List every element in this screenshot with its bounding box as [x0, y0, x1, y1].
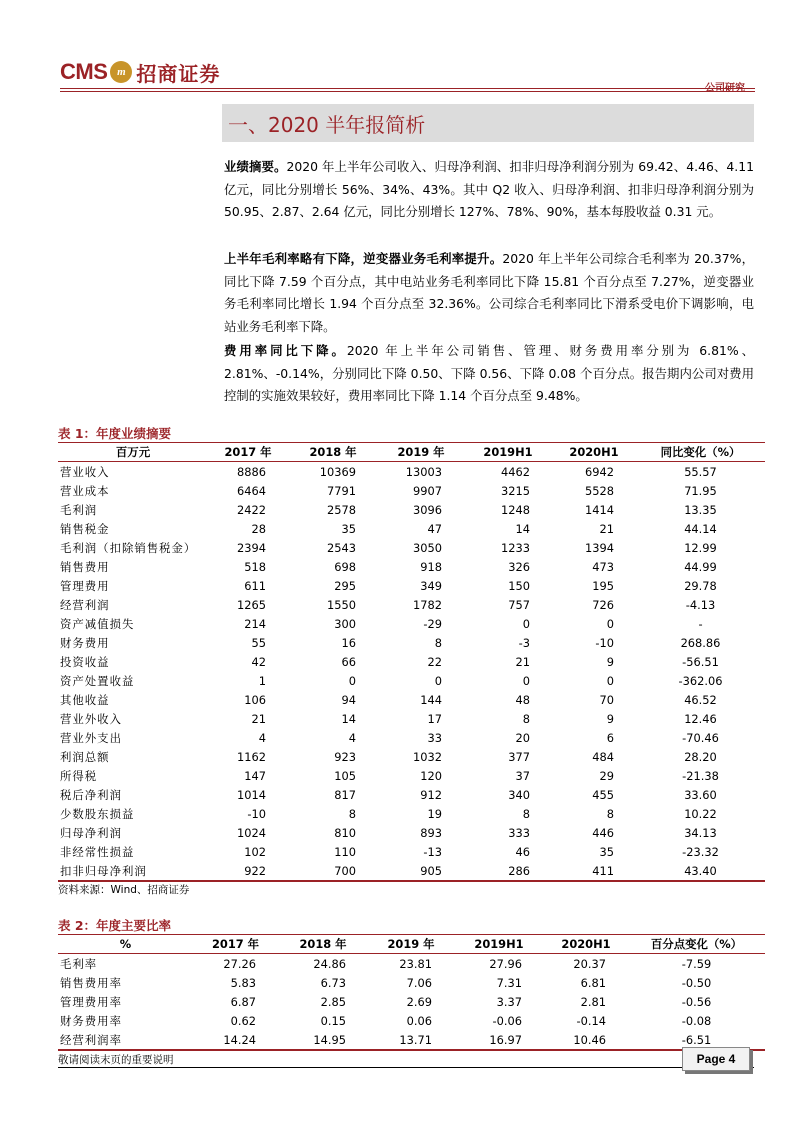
row-label: 资产处置收益: [60, 673, 135, 688]
table-cell: 6.81: [580, 975, 606, 990]
table-cell: 94: [341, 692, 356, 707]
table-cell: 27.96: [489, 956, 522, 971]
table-cell: 2.69: [406, 994, 432, 1009]
table-cell: 144: [420, 692, 442, 707]
table-cell: 1162: [237, 749, 266, 764]
table-cell: -10: [595, 635, 614, 650]
table-cell: 10.46: [544, 1030, 628, 1050]
table-cell: 16.97: [454, 1030, 544, 1050]
row-label: 营业外收入: [60, 711, 122, 726]
table-row: [58, 973, 765, 992]
table-cell: 8: [348, 806, 356, 821]
table-cell: 1233: [501, 540, 530, 555]
table-cell: -: [698, 616, 703, 631]
table-cell: 21: [515, 654, 530, 669]
table-cell: 1032: [413, 749, 442, 764]
row-label: 营业外支出: [60, 730, 122, 745]
paragraph-lead: 业绩摘要。: [224, 159, 287, 174]
table-cell: 195: [592, 578, 614, 593]
table-cell: -23.32: [682, 844, 719, 859]
table-cell: 411: [552, 861, 636, 881]
table-cell: 42: [251, 654, 266, 669]
table-cell: 455: [592, 787, 614, 802]
table-cell: 14.95: [278, 1030, 368, 1050]
table-cell: 8: [522, 806, 530, 821]
row-label: 销售费用率: [60, 975, 122, 990]
table-cell: 9: [606, 711, 614, 726]
table-cell: 20: [515, 730, 530, 745]
table-cell: 5528: [585, 483, 614, 498]
table-header-row: [58, 935, 765, 954]
table-cell: 106: [244, 692, 266, 707]
table-cell: 17: [427, 711, 442, 726]
table-cell: -70.46: [682, 730, 719, 745]
table-cell: 8: [606, 806, 614, 821]
table-row: [58, 557, 765, 576]
row-label: 营业成本: [60, 483, 110, 498]
table-cell: 214: [244, 616, 266, 631]
table-cell: 147: [244, 768, 266, 783]
table-cell: 6.87: [230, 994, 256, 1009]
table-row: [58, 519, 765, 538]
table-cell: 2422: [237, 502, 266, 517]
header-divider-secondary: [60, 91, 755, 92]
footer-disclaimer-note: 敬请阅读末页的重要说明: [58, 1054, 174, 1066]
table-cell: 10369: [319, 464, 356, 479]
table-cell: 102: [244, 844, 266, 859]
table-cell: 7791: [327, 483, 356, 498]
table-cell: 349: [420, 578, 442, 593]
logo-chinese-name: 招商证券: [136, 61, 221, 86]
table-cell: 2543: [327, 540, 356, 555]
table-row: [58, 785, 765, 804]
table-cell: 473: [592, 559, 614, 574]
table-cell: 2578: [327, 502, 356, 517]
table-cell: 16: [341, 635, 356, 650]
table-cell: 23.81: [399, 956, 432, 971]
row-label: 毛利率: [60, 956, 98, 971]
table-cell: 286: [464, 861, 552, 881]
table-row: [58, 481, 765, 500]
table-cell: 6464: [237, 483, 266, 498]
paragraph-gross-margin: [224, 248, 754, 338]
table-row: [58, 595, 765, 614]
table-cell: 340: [508, 787, 530, 802]
table-cell: 46: [515, 844, 530, 859]
table-cell: 0.06: [406, 1013, 432, 1028]
table-cell: 1: [258, 673, 266, 688]
row-label: 毛利润: [60, 502, 98, 517]
table-cell: 29: [599, 768, 614, 783]
table-row: [58, 462, 765, 482]
row-label: 销售费用: [60, 559, 110, 574]
row-label: 利润总额: [60, 749, 110, 764]
table-cell: 28: [251, 521, 266, 536]
column-header: 2019H1: [454, 935, 544, 954]
table-cell: 22: [427, 654, 442, 669]
table-cell: 21: [599, 521, 614, 536]
footer-divider: [58, 1067, 754, 1068]
table-row: [58, 766, 765, 785]
table-cell: 698: [334, 559, 356, 574]
table-cell: 0: [606, 616, 614, 631]
table-cell: 377: [508, 749, 530, 764]
table-cell: 1414: [585, 502, 614, 517]
table-cell: -0.06: [492, 1013, 522, 1028]
table-cell: 333: [508, 825, 530, 840]
table-cell: 9907: [413, 483, 442, 498]
column-header: 2019 年: [368, 935, 454, 954]
table-cell: -0.50: [681, 975, 712, 990]
table-cell: -3: [518, 635, 530, 650]
table-cell: 47: [427, 521, 442, 536]
row-label: 销售税金: [60, 521, 110, 536]
annual-performance-table: [58, 442, 765, 882]
column-header: 百分点变化（%）: [628, 935, 765, 954]
table-cell: 55: [251, 635, 266, 650]
row-label: 财务费用率: [60, 1013, 122, 1028]
table-cell: 0.62: [230, 1013, 256, 1028]
table-cell: 44.99: [684, 559, 717, 574]
table-cell: -4.13: [685, 597, 716, 612]
row-label: 管理费用率: [60, 994, 122, 1009]
table-cell: 0: [348, 673, 356, 688]
table-cell: 35: [341, 521, 356, 536]
table-cell: 33: [427, 730, 442, 745]
table-cell: 20.37: [573, 956, 606, 971]
table-cell: 726: [592, 597, 614, 612]
table-row: [58, 671, 765, 690]
table-cell: 66: [341, 654, 356, 669]
table-cell: 10.22: [684, 806, 717, 821]
table-cell: 817: [334, 787, 356, 802]
table-cell: 9: [606, 654, 614, 669]
table-cell: 13.71: [368, 1030, 454, 1050]
table-cell: 3050: [413, 540, 442, 555]
table-cell: 0: [522, 616, 530, 631]
table-cell: 2394: [237, 540, 266, 555]
table-cell: 611: [244, 578, 266, 593]
table-cell: 8886: [237, 464, 266, 479]
table-cell: 1014: [237, 787, 266, 802]
table-cell: 6.73: [320, 975, 346, 990]
row-label: 归母净利润: [60, 825, 122, 840]
table-cell: 4462: [501, 464, 530, 479]
row-label: 扣非归母净利润: [58, 861, 208, 881]
table-cell: 34.13: [684, 825, 717, 840]
table-cell: 14: [341, 711, 356, 726]
row-label: 所得税: [60, 768, 98, 783]
table-cell: 110: [334, 844, 356, 859]
table-cell: 105: [334, 768, 356, 783]
table-cell: 120: [420, 768, 442, 783]
table-cell: 484: [592, 749, 614, 764]
table-cell: 46.52: [684, 692, 717, 707]
paragraph-expense-ratio: [224, 340, 754, 408]
table-cell: 7.31: [496, 975, 522, 990]
table-cell: 35: [599, 844, 614, 859]
table-cell: 700: [288, 861, 378, 881]
table-cell: 446: [592, 825, 614, 840]
table-cell: 12.99: [684, 540, 717, 555]
row-label: 经营利润率: [58, 1030, 193, 1050]
row-label: 投资收益: [60, 654, 110, 669]
table-cell: 0.15: [320, 1013, 346, 1028]
table-cell: -21.38: [682, 768, 719, 783]
table1-source: 资料来源：Wind、招商证券: [58, 884, 190, 896]
table-cell: -10: [247, 806, 266, 821]
table-cell: 326: [508, 559, 530, 574]
paragraph-lead: 上半年毛利率略有下降，逆变器业务毛利率提升。: [224, 251, 503, 266]
table-row: [58, 1011, 765, 1030]
table-row: [58, 861, 765, 881]
row-label: 非经常性损益: [60, 844, 135, 859]
column-header: 百万元: [58, 443, 208, 462]
table-row: [58, 633, 765, 652]
paragraph-performance-summary: [224, 156, 754, 224]
table-cell: 757: [508, 597, 530, 612]
page-number: Page 4: [682, 1047, 750, 1071]
row-label: 营业收入: [60, 464, 110, 479]
table-cell: 13.35: [684, 502, 717, 517]
table-cell: -29: [423, 616, 442, 631]
table-row: [58, 992, 765, 1011]
table-cell: -56.51: [682, 654, 719, 669]
table-row: [58, 500, 765, 519]
row-label: 资产减值损失: [60, 616, 135, 631]
table-cell: 6942: [585, 464, 614, 479]
table-cell: -7.59: [681, 956, 712, 971]
row-label: 经营利润: [60, 597, 110, 612]
paragraph-body: 2020 年上半年公司销售、管理、财务费用率分别为 6.81%、2.81%、-0.14%，分别同比下降 0.50、下降 0.56、下降 0.08 个百分点。报告期内公司对费用控制的实施效果较好，费用率同比下降 1.14 个百分点至 9.48%。: [224, 343, 754, 404]
row-label: 税后净利润: [60, 787, 122, 802]
table-cell: 29.78: [684, 578, 717, 593]
table-cell: 2.85: [320, 994, 346, 1009]
table-cell: 300: [334, 616, 356, 631]
row-label: 毛利润（扣除销售税金）: [60, 540, 197, 555]
table-cell: 7.06: [406, 975, 432, 990]
paragraph-body: 2020 年上半年公司收入、归母净利润、扣非归母净利润分别为 69.42、4.46、4.11 亿元，同比分别增长 56%、34%、43%。其中 Q2 收入、归母净利润、扣非归母净利润分别为 50.95、2.87、2.64 亿元，同比分别增长 127%、78%、90%，基本每股收益 0.31 元。: [224, 159, 755, 220]
column-header: %: [58, 935, 193, 954]
column-header: 同比变化（%）: [636, 443, 765, 462]
table-cell: 295: [334, 578, 356, 593]
table-row: [58, 842, 765, 861]
table-cell: 14: [515, 521, 530, 536]
table-header-row: [58, 443, 765, 462]
table-cell: 70: [599, 692, 614, 707]
paragraph-lead: 费用率同比下降。: [224, 343, 347, 358]
table-cell: 1024: [237, 825, 266, 840]
table-row: [58, 614, 765, 633]
table-cell: 14.24: [193, 1030, 278, 1050]
column-header: 2018 年: [288, 443, 378, 462]
table-cell: 2.81: [580, 994, 606, 1009]
table1-caption: 表 1：年度业绩摘要: [58, 426, 172, 441]
table-cell: 48: [515, 692, 530, 707]
table-row: [58, 576, 765, 595]
column-header: 2019 年: [378, 443, 464, 462]
table-cell: 912: [420, 787, 442, 802]
table-row: [58, 1030, 765, 1050]
table-cell: 5.83: [230, 975, 256, 990]
logo-badge-icon: m: [110, 61, 132, 83]
table-cell: 28.20: [684, 749, 717, 764]
table-row: [58, 804, 765, 823]
table2-caption: 表 2：年度主要比率: [58, 918, 172, 933]
table-cell: 44.14: [684, 521, 717, 536]
table-cell: 1782: [413, 597, 442, 612]
table-cell: 923: [334, 749, 356, 764]
table-row: [58, 954, 765, 974]
table-cell: 71.95: [684, 483, 717, 498]
table-cell: 12.46: [684, 711, 717, 726]
table-cell: 1248: [501, 502, 530, 517]
table-cell: 27.26: [223, 956, 256, 971]
table-cell: -362.06: [678, 673, 723, 688]
column-header: 2017 年: [193, 935, 278, 954]
table-cell: 19: [427, 806, 442, 821]
column-header: 2017 年: [208, 443, 288, 462]
section-title: 一、2020 半年报简析: [228, 113, 426, 137]
table-cell: 918: [420, 559, 442, 574]
table-cell: 55.57: [684, 464, 717, 479]
table-row: [58, 823, 765, 842]
table-cell: 0: [606, 673, 614, 688]
company-logo: [60, 58, 220, 86]
table-cell: 1394: [585, 540, 614, 555]
table-cell: 3096: [413, 502, 442, 517]
column-header: 2018 年: [278, 935, 368, 954]
table-cell: 3215: [501, 483, 530, 498]
table-cell: 1550: [327, 597, 356, 612]
table-cell: 8: [434, 635, 442, 650]
row-label: 管理费用: [60, 578, 110, 593]
table-cell: 4: [258, 730, 266, 745]
table-row: [58, 747, 765, 766]
table-cell: 150: [508, 578, 530, 593]
table-cell: 6: [606, 730, 614, 745]
table-cell: 33.60: [684, 787, 717, 802]
table-cell: -6.51: [628, 1030, 765, 1050]
table-cell: 518: [244, 559, 266, 574]
table-cell: 0: [434, 673, 442, 688]
table-row: [58, 728, 765, 747]
table-cell: -0.56: [681, 994, 712, 1009]
table-cell: 37: [515, 768, 530, 783]
table-cell: -0.08: [681, 1013, 712, 1028]
table-cell: 4: [348, 730, 356, 745]
annual-ratio-table: [58, 934, 765, 1051]
column-header: 2019H1: [464, 443, 552, 462]
table-row: [58, 538, 765, 557]
row-label: 财务费用: [60, 635, 110, 650]
table-cell: -13: [423, 844, 442, 859]
logo-latin: CMS: [60, 59, 108, 84]
table-cell: 893: [420, 825, 442, 840]
paragraph-body: 2020 年上半年公司综合毛利率为 20.37%，同比下降 7.59 个百分点，其中电站业务毛利率同比下降 15.81 个百分点至 7.27%，逆变器业务毛利率同比增长 1.94 个百分点至 32.36%。公司综合毛利率同比下滑系受电价下调影响，电站业务毛利率下降。: [224, 251, 755, 334]
row-label: 其他收益: [60, 692, 110, 707]
table-cell: 1265: [237, 597, 266, 612]
table-cell: 13003: [405, 464, 442, 479]
table-cell: 8: [522, 711, 530, 726]
column-header: 2020H1: [552, 443, 636, 462]
column-header: 2020H1: [544, 935, 628, 954]
table-cell: 905: [378, 861, 464, 881]
table-cell: 810: [334, 825, 356, 840]
table-row: [58, 690, 765, 709]
header-divider: [60, 88, 755, 89]
table-row: [58, 709, 765, 728]
table-cell: 3.37: [496, 994, 522, 1009]
table-cell: 268.86: [680, 635, 721, 650]
table-row: [58, 652, 765, 671]
table-cell: 21: [251, 711, 266, 726]
table-cell: 43.40: [636, 861, 765, 881]
row-label: 少数股东损益: [60, 806, 135, 821]
table-cell: -0.14: [576, 1013, 606, 1028]
table-cell: 922: [208, 861, 288, 881]
table-cell: 24.86: [313, 956, 346, 971]
table-cell: 0: [522, 673, 530, 688]
